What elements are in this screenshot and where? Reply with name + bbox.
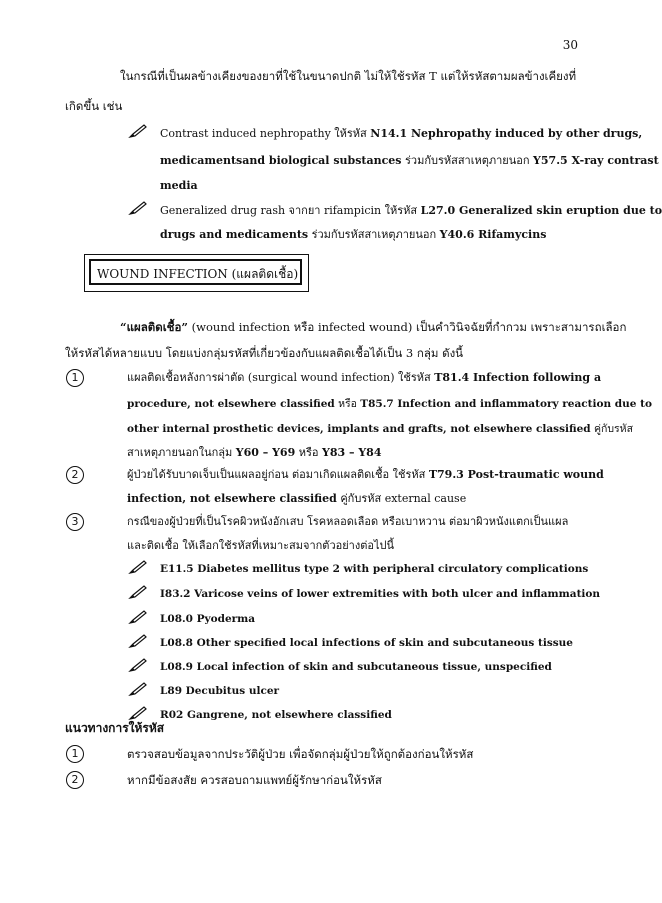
code-item: L89 Decubitus ulcer bbox=[160, 685, 280, 697]
guidance-title: แนวทางการให้รหัส bbox=[65, 721, 165, 735]
guidance-1-marker: 1 bbox=[66, 745, 84, 763]
pencil-icon bbox=[129, 658, 147, 672]
code-item: L08.8 Other specified local infections of skin and subcutaneous tissue bbox=[160, 637, 573, 649]
group-3-line-1: กรณีของผู้ป่วยที่เป็นโรคผิวหนังอักเสบ โรคหลอดเลือด หรือเบาหวาน ต่อมาผิวหนังแตกเป็นแผล bbox=[127, 515, 569, 528]
example-1-line-1 bbox=[160, 126, 642, 142]
definition-text: (wound infection หรือ infected wound) เป็นคำวินิจฉัยที่กำกวม เพราะสามารถเลือก bbox=[188, 320, 627, 334]
intro-line-2: เกิดขึ้น เช่น bbox=[65, 99, 123, 113]
definition-term: “แผลติดเชื้อ” bbox=[120, 320, 189, 334]
group-2-pair: คู่กับรหัส external cause bbox=[336, 492, 467, 505]
example-1-line-3 bbox=[160, 178, 198, 194]
group-2-line-1 bbox=[127, 467, 604, 483]
guidance-1-text: ตรวจสอบข้อมูลจากประวัติผู้ป่วย เพื่อจัดกลุ่มผู้ป่วยให้ถูกต้องก่อนให้รหัส bbox=[127, 747, 474, 761]
pencil-icon bbox=[129, 634, 147, 648]
code-item: R02 Gangrene, not elsewhere classified bbox=[160, 709, 392, 721]
group-1-line-1 bbox=[127, 370, 601, 386]
pencil-icon bbox=[129, 610, 147, 624]
group-1-code-cont: procedure, not elsewhere classified bbox=[127, 398, 335, 410]
guidance-2-marker: 2 bbox=[66, 771, 84, 789]
example-2-code-cont: drugs and medicaments bbox=[160, 228, 309, 241]
group-2-code-cont: infection, not elsewhere classified bbox=[127, 492, 337, 505]
code-item: E11.5 Diabetes mellitus type 2 with peripheral circulatory complications bbox=[160, 563, 589, 575]
pencil-icon bbox=[129, 560, 147, 574]
group-1-or: หรือ bbox=[334, 398, 361, 410]
pencil-icon bbox=[129, 706, 147, 720]
pencil-icon bbox=[129, 124, 147, 138]
group-3-line-2: และติดเชื้อ ให้เลือกใช้รหัสที่เหมาะสมจากตัวอย่างต่อไปนี้ bbox=[127, 539, 395, 552]
intro-line-1: ในกรณีที่เป็นผลข้างเคียงของยาที่ใช้ในขนาดปกติ ไม่ให้ใช้รหัส T แต่ให้รหัสตามผลข้างเคียงที่ bbox=[120, 69, 577, 83]
group-2-text: ผู้ป่วยได้รับบาดเจ็บเป็นแผลอยู่ก่อน ต่อมาเกิดแผลติดเชื้อ ใช้รหัส bbox=[127, 468, 429, 481]
group-1-ext-or: หรือ bbox=[295, 446, 322, 459]
example-1-ext-code: Y57.5 X-ray contrast bbox=[533, 154, 659, 167]
group-1-ext-text: สาเหตุภายนอกในกลุ่ม bbox=[127, 446, 236, 459]
guidance-2-text: หากมีข้อสงสัย ควรสอบถามแพทย์ผู้รักษาก่อนให้รหัส bbox=[127, 773, 382, 787]
example-2-code: L27.0 Generalized skin eruption due to bbox=[420, 204, 662, 217]
group-1-text: แผลติดเชื้อหลังการผ่าตัด (surgical wound infection) ใช้รหัส bbox=[127, 371, 435, 384]
group-2-code: T79.3 Post-traumatic wound bbox=[428, 468, 604, 481]
code-item: I83.2 Varicose veins of lower extremities with both ulcer and inflammation bbox=[160, 588, 601, 600]
example-2-external: ร่วมกับรหัสสาเหตุภายนอก bbox=[308, 228, 440, 241]
pencil-icon bbox=[129, 682, 147, 696]
group-1-code-2-cont: other internal prosthetic devices, implants and grafts, not elsewhere classified bbox=[127, 423, 591, 435]
example-1-code-cont: medicamentsand biological substances bbox=[160, 154, 402, 167]
definition-line-2: ให้รหัสได้หลายแบบ โดยแบ่งกลุ่มรหัสที่เกี่ยวข้องกับแผลติดเชื้อได้เป็น 3 กลุ่ม ดังนี้ bbox=[65, 346, 464, 360]
example-1-external: ร่วมกับรหัสสาเหตุภายนอก bbox=[401, 154, 534, 167]
definition-line-1 bbox=[120, 319, 626, 335]
example-1-code: N14.1 Nephropathy induced by other drugs, bbox=[370, 127, 643, 140]
example-2-text: Generalized drug rash จากยา rifampicin ให้รหัส bbox=[160, 204, 421, 217]
example-1-ext-code-cont: media bbox=[160, 179, 198, 192]
group-1-pair: คู่กับรหัส bbox=[590, 423, 633, 435]
pencil-icon bbox=[129, 585, 147, 599]
example-2-line-2 bbox=[160, 227, 546, 243]
group-1-ext-range-2: Y83 – Y84 bbox=[322, 446, 382, 459]
example-2-line-1 bbox=[160, 203, 662, 219]
group-2-marker: 2 bbox=[66, 466, 84, 484]
code-item: L08.9 Local infection of skin and subcutaneous tissue, unspecified bbox=[160, 661, 552, 673]
example-2-ext-code: Y40.6 Rifamycins bbox=[439, 228, 547, 241]
code-item: L08.0 Pyoderma bbox=[160, 613, 256, 625]
group-1-line-3 bbox=[127, 421, 633, 437]
group-1-code: T81.4 Infection following a bbox=[434, 371, 602, 384]
group-2-line-2 bbox=[127, 491, 466, 507]
group-1-ext-range-1: Y60 – Y69 bbox=[235, 446, 296, 459]
group-1-code-2: T85.7 Infection and inflammatory reaction due to bbox=[360, 398, 652, 410]
group-1-line-2 bbox=[127, 396, 652, 412]
group-1-line-4 bbox=[127, 445, 381, 461]
section-heading: WOUND INFECTION (แผลติดเชื้อ) bbox=[89, 259, 302, 285]
example-1-line-2 bbox=[160, 153, 659, 169]
group-1-marker: 1 bbox=[66, 369, 84, 387]
example-1-text: Contrast induced nephropathy ให้รหัส bbox=[160, 127, 371, 140]
pencil-icon bbox=[129, 201, 147, 215]
page-number: 30 bbox=[562, 38, 578, 52]
group-3-marker: 3 bbox=[66, 513, 84, 531]
